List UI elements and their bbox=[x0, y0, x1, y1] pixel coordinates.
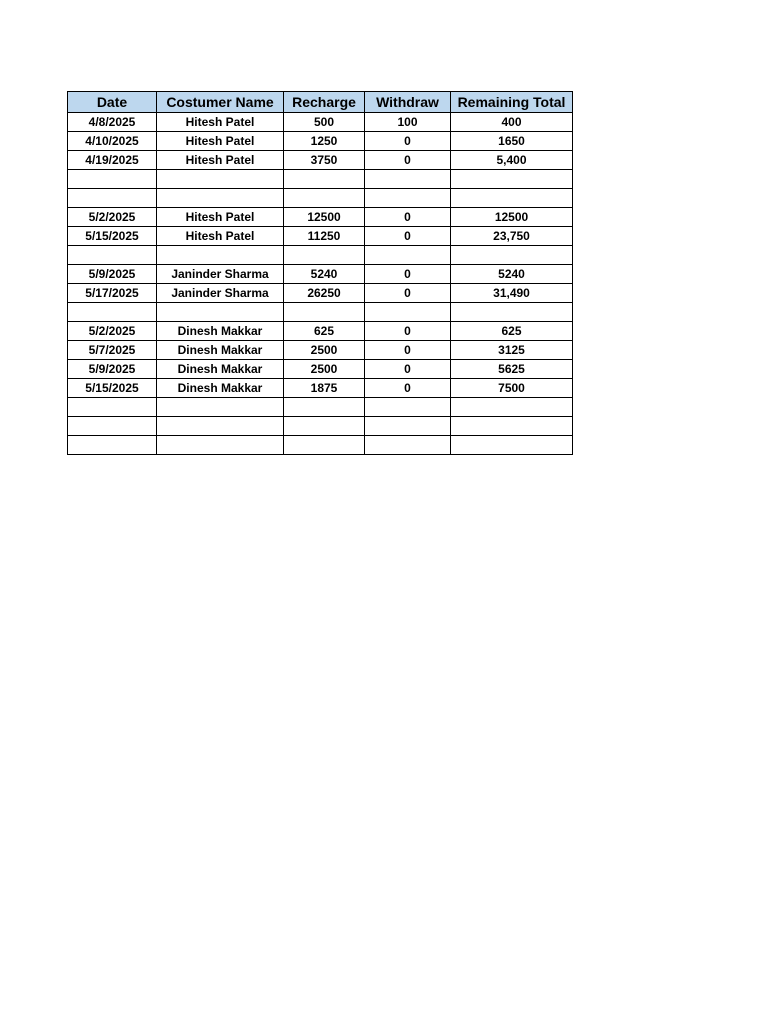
remaining-total-cell[interactable] bbox=[451, 303, 573, 322]
header-withdraw: Withdraw bbox=[365, 92, 451, 113]
date-cell[interactable]: 5/2/2025 bbox=[68, 208, 157, 227]
remaining-total-cell[interactable] bbox=[451, 170, 573, 189]
date-cell[interactable]: 4/10/2025 bbox=[68, 132, 157, 151]
remaining-total-cell[interactable]: 3125 bbox=[451, 341, 573, 360]
remaining-total-cell[interactable]: 12500 bbox=[451, 208, 573, 227]
recharge-cell[interactable] bbox=[284, 436, 365, 455]
recharge-cell[interactable]: 26250 bbox=[284, 284, 365, 303]
recharge-cell[interactable]: 5240 bbox=[284, 265, 365, 284]
customer-name-cell[interactable] bbox=[157, 303, 284, 322]
withdraw-cell[interactable] bbox=[365, 246, 451, 265]
withdraw-cell[interactable] bbox=[365, 436, 451, 455]
withdraw-cell[interactable] bbox=[365, 189, 451, 208]
customer-name-cell[interactable] bbox=[157, 246, 284, 265]
remaining-total-cell[interactable] bbox=[451, 246, 573, 265]
withdraw-cell[interactable]: 100 bbox=[365, 113, 451, 132]
remaining-total-cell[interactable] bbox=[451, 417, 573, 436]
date-cell[interactable]: 5/7/2025 bbox=[68, 341, 157, 360]
customer-name-cell[interactable]: Dinesh Makkar bbox=[157, 341, 284, 360]
table-row bbox=[68, 151, 573, 170]
date-cell[interactable] bbox=[68, 189, 157, 208]
table-row bbox=[68, 227, 573, 246]
recharge-cell[interactable] bbox=[284, 189, 365, 208]
withdraw-cell[interactable]: 0 bbox=[365, 379, 451, 398]
remaining-total-cell[interactable]: 7500 bbox=[451, 379, 573, 398]
table-row bbox=[68, 189, 573, 208]
table-header bbox=[68, 92, 573, 113]
date-cell[interactable]: 5/17/2025 bbox=[68, 284, 157, 303]
remaining-total-cell[interactable]: 5625 bbox=[451, 360, 573, 379]
recharge-cell[interactable]: 11250 bbox=[284, 227, 365, 246]
date-cell[interactable]: 5/15/2025 bbox=[68, 379, 157, 398]
withdraw-cell[interactable]: 0 bbox=[365, 322, 451, 341]
withdraw-cell[interactable]: 0 bbox=[365, 360, 451, 379]
header-remaining-total: Remaining Total bbox=[451, 92, 573, 113]
recharge-cell[interactable] bbox=[284, 398, 365, 417]
recharge-cell[interactable]: 500 bbox=[284, 113, 365, 132]
customer-name-cell[interactable]: Dinesh Makkar bbox=[157, 322, 284, 341]
table-row bbox=[68, 284, 573, 303]
recharge-cell[interactable]: 1875 bbox=[284, 379, 365, 398]
customer-name-cell[interactable]: Hitesh Patel bbox=[157, 151, 284, 170]
recharge-cell[interactable] bbox=[284, 170, 365, 189]
date-cell[interactable] bbox=[68, 398, 157, 417]
date-cell[interactable] bbox=[68, 417, 157, 436]
customer-name-cell[interactable] bbox=[157, 417, 284, 436]
remaining-total-cell[interactable] bbox=[451, 189, 573, 208]
remaining-total-cell[interactable]: 5240 bbox=[451, 265, 573, 284]
date-cell[interactable]: 5/2/2025 bbox=[68, 322, 157, 341]
date-cell[interactable]: 4/8/2025 bbox=[68, 113, 157, 132]
table-row bbox=[68, 246, 573, 265]
withdraw-cell[interactable]: 0 bbox=[365, 227, 451, 246]
table-row bbox=[68, 360, 573, 379]
customer-name-cell[interactable] bbox=[157, 436, 284, 455]
table-row bbox=[68, 379, 573, 398]
table-row bbox=[68, 322, 573, 341]
table-body bbox=[68, 113, 573, 455]
recharge-cell[interactable] bbox=[284, 417, 365, 436]
recharge-ledger-table bbox=[67, 91, 573, 455]
date-cell[interactable]: 5/15/2025 bbox=[68, 227, 157, 246]
date-cell[interactable]: 5/9/2025 bbox=[68, 360, 157, 379]
table-row bbox=[68, 265, 573, 284]
withdraw-cell[interactable]: 0 bbox=[365, 208, 451, 227]
customer-name-cell[interactable] bbox=[157, 398, 284, 417]
date-cell[interactable]: 5/9/2025 bbox=[68, 265, 157, 284]
table-row bbox=[68, 341, 573, 360]
date-cell[interactable]: 4/19/2025 bbox=[68, 151, 157, 170]
header-recharge: Recharge bbox=[284, 92, 365, 113]
withdraw-cell[interactable] bbox=[365, 398, 451, 417]
remaining-total-cell[interactable]: 5,400 bbox=[451, 151, 573, 170]
recharge-cell[interactable]: 2500 bbox=[284, 341, 365, 360]
customer-name-cell[interactable]: Hitesh Patel bbox=[157, 132, 284, 151]
customer-name-cell[interactable]: Janinder Sharma bbox=[157, 265, 284, 284]
withdraw-cell[interactable]: 0 bbox=[365, 265, 451, 284]
recharge-cell[interactable] bbox=[284, 246, 365, 265]
withdraw-cell[interactable]: 0 bbox=[365, 284, 451, 303]
withdraw-cell[interactable] bbox=[365, 170, 451, 189]
customer-name-cell[interactable]: Hitesh Patel bbox=[157, 113, 284, 132]
table-row bbox=[68, 170, 573, 189]
table-row bbox=[68, 436, 573, 455]
recharge-cell[interactable]: 625 bbox=[284, 322, 365, 341]
table-row bbox=[68, 398, 573, 417]
remaining-total-cell[interactable] bbox=[451, 398, 573, 417]
date-cell[interactable] bbox=[68, 246, 157, 265]
withdraw-cell[interactable]: 0 bbox=[365, 132, 451, 151]
table-row bbox=[68, 208, 573, 227]
remaining-total-cell[interactable]: 1650 bbox=[451, 132, 573, 151]
withdraw-cell[interactable] bbox=[365, 303, 451, 322]
date-cell[interactable] bbox=[68, 436, 157, 455]
customer-name-cell[interactable] bbox=[157, 189, 284, 208]
withdraw-cell[interactable] bbox=[365, 417, 451, 436]
table-row bbox=[68, 113, 573, 132]
table-row bbox=[68, 303, 573, 322]
customer-name-cell[interactable]: Janinder Sharma bbox=[157, 284, 284, 303]
recharge-cell[interactable]: 12500 bbox=[284, 208, 365, 227]
remaining-total-cell[interactable] bbox=[451, 436, 573, 455]
remaining-total-cell[interactable]: 625 bbox=[451, 322, 573, 341]
date-cell[interactable] bbox=[68, 170, 157, 189]
customer-name-cell[interactable]: Hitesh Patel bbox=[157, 227, 284, 246]
header-customer-name: Costumer Name bbox=[157, 92, 284, 113]
remaining-total-cell[interactable]: 31,490 bbox=[451, 284, 573, 303]
table-row bbox=[68, 132, 573, 151]
customer-name-cell[interactable]: Dinesh Makkar bbox=[157, 379, 284, 398]
remaining-total-cell[interactable]: 23,750 bbox=[451, 227, 573, 246]
withdraw-cell[interactable]: 0 bbox=[365, 341, 451, 360]
recharge-cell[interactable] bbox=[284, 303, 365, 322]
date-cell[interactable] bbox=[68, 303, 157, 322]
remaining-total-cell[interactable]: 400 bbox=[451, 113, 573, 132]
withdraw-cell[interactable]: 0 bbox=[365, 151, 451, 170]
customer-name-cell[interactable] bbox=[157, 170, 284, 189]
table-row bbox=[68, 417, 573, 436]
customer-name-cell[interactable]: Hitesh Patel bbox=[157, 208, 284, 227]
recharge-cell[interactable]: 2500 bbox=[284, 360, 365, 379]
header-date: Date bbox=[68, 92, 157, 113]
recharge-cell[interactable]: 3750 bbox=[284, 151, 365, 170]
header-row bbox=[68, 92, 573, 113]
customer-name-cell[interactable]: Dinesh Makkar bbox=[157, 360, 284, 379]
recharge-cell[interactable]: 1250 bbox=[284, 132, 365, 151]
